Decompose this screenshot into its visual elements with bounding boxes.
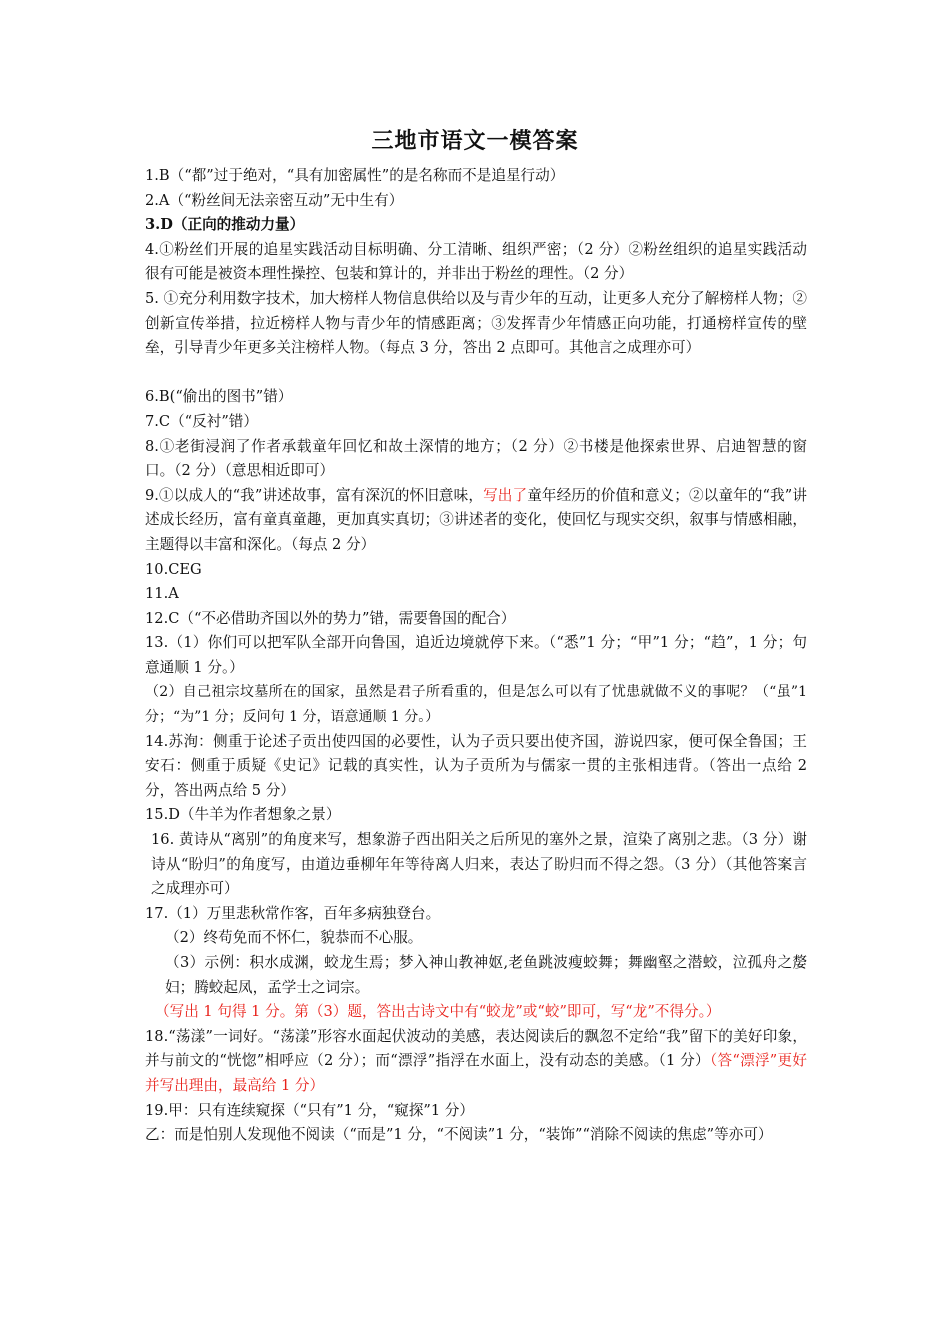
answer-q19-part1: 19.甲：只有连续窥探（“只有”1 分，“窥探”1 分）: [145, 1101, 474, 1119]
section-gap: [145, 361, 807, 386]
answer-q6: 6.B(“偷出的图书”错）: [145, 388, 293, 406]
answer-list: [145, 164, 807, 1148]
answer-q18-highlight: （答“漂浮”更好并写出理由，最高给 1 分）: [145, 1052, 807, 1094]
answer-q5: 5. ①充分利用数字技术，加大榜样人物信息供给以及与青少年的互动，让更多人充分了解榜样人物；②创新宣传举措，拉近榜样人物与青少年的情感距离；③发挥青少年情感正向功能，打通榜样宣传的壁垒，引导青少年更多关注榜样人物。（每点 3 分，答出 2 点即可。其他言之成理亦可）: [145, 289, 807, 357]
answer-q1: 1.B（“都”过于绝对，“具有加密属性”的是名称而不是追星行动）: [145, 167, 565, 184]
answer-q16: 16. 黄诗从“离别”的角度来写，想象游子西出阳关之后所见的塞外之景，渲染了离别之悲。（3 分）谢诗从“盼归”的角度写，由道边垂柳年年等待离人归来，表达了盼归而不得之怨。（3 分）（其他答案言之成理亦可）: [151, 831, 807, 898]
answer-q12: 12.C（“不必借助齐国以外的势力”错，需要鲁国的配合）: [145, 609, 516, 627]
answer-q2: 2.A（“粉丝间无法亲密互动”无中生有）: [145, 191, 404, 209]
answer-q17-scoring-note: （写出 1 句得 1 分。第（3）题，答出古诗文中有“蛟龙”或“蛟”即可，写“龙”不得分。）: [155, 1003, 721, 1021]
answer-q10: 10.CEG: [145, 560, 202, 578]
answer-q17-part2: （2）终苟免而不怀仁，貌恭而不心服。: [165, 929, 423, 947]
answer-q19-part2: 乙：而是怕别人发现他不阅读（“而是”1 分，“不阅读”1 分，“装饰”“消除不阅读的焦虑”等亦可）: [145, 1126, 773, 1144]
answer-q8: 8.①老街浸润了作者承载童年回忆和故土深情的地方；（2 分）②书楼是他探索世界、启迪智慧的窗口。（2 分）（意思相近即可）: [145, 437, 807, 480]
answer-q17-part3: （3）示例：积水成渊，蛟龙生焉；梦入神山教神妪,老鱼跳波瘦蛟舞；舞幽壑之潜蛟，泣孤舟之嫠妇；腾蛟起凤，孟学士之词宗。: [165, 954, 807, 996]
answer-q4: 4.①粉丝们开展的追星实践活动目标明确、分工清晰、组织严密；（2 分）②粉丝组织的追星实践活动很有可能是被资本理性操控、包装和算计的，并非出于粉丝的理性。（2 分）: [145, 240, 807, 283]
answer-q18: [145, 1025, 807, 1099]
answer-q9: [145, 484, 807, 558]
answer-q3: 3.D（正向的推动力量）: [145, 216, 305, 234]
answer-q14: 14.苏洵：侧重于论述子贡出使四国的必要性，认为子贡只要出使齐国，游说四家，便可保全鲁国；王安石：侧重于质疑《史记》记载的真实性，认为子贡所为与儒家一贯的主张相违背。（答出一点给 2 分，答出两点给 5 分）: [145, 732, 807, 799]
answer-q17-part1: 17.（1）万里悲秋常作客，百年多病独登台。: [145, 904, 441, 922]
answer-q18-text: 18.“荡漾”一词好。“荡漾”形容水面起伏波动的美感，表达阅读后的飘忽不定给“我”留下的美好印象，并与前文的“恍惚”相呼应（2 分）；而“漂浮”指浮在水面上，没有动态的美感。（1 分）: [145, 1027, 807, 1070]
page-title: 三地市语文一模答案: [371, 128, 579, 154]
answer-q13-part2: （2）自己祖宗坟墓所在的国家，虽然是君子所看重的，但是怎么可以有了忧患就做不义的事呢？（“虽”1 分；“为”1 分；反问句 1 分，语意通顺 1 分。）: [145, 684, 807, 726]
answer-q7: 7.C（“反衬”错）: [145, 412, 258, 430]
answer-q15: 15.D（牛羊为作者想象之景）: [145, 806, 341, 824]
answer-q9-highlight: 写出了: [483, 486, 528, 504]
answer-q9-part-a: 9.①以成人的“我”讲述故事，富有深沉的怀旧意味，: [145, 486, 484, 504]
answer-q9-part-b: 童年经历的价值和意义；②以童年的“我”讲述成长经历，富有童真童趣，更加真实真切；③讲述者的变化，使回忆与现实交织，叙事与情感相融，主题得以丰富和深化。（每点 2 分）: [145, 486, 807, 553]
answer-q11: 11.A: [145, 585, 179, 603]
answer-q13-part1: 13.（1）你们可以把军队全部开向鲁国，追近边境就停下来。（“悉”1 分；“甲”1 分；“趋”，1 分；句意通顺 1 分。）: [145, 634, 807, 676]
